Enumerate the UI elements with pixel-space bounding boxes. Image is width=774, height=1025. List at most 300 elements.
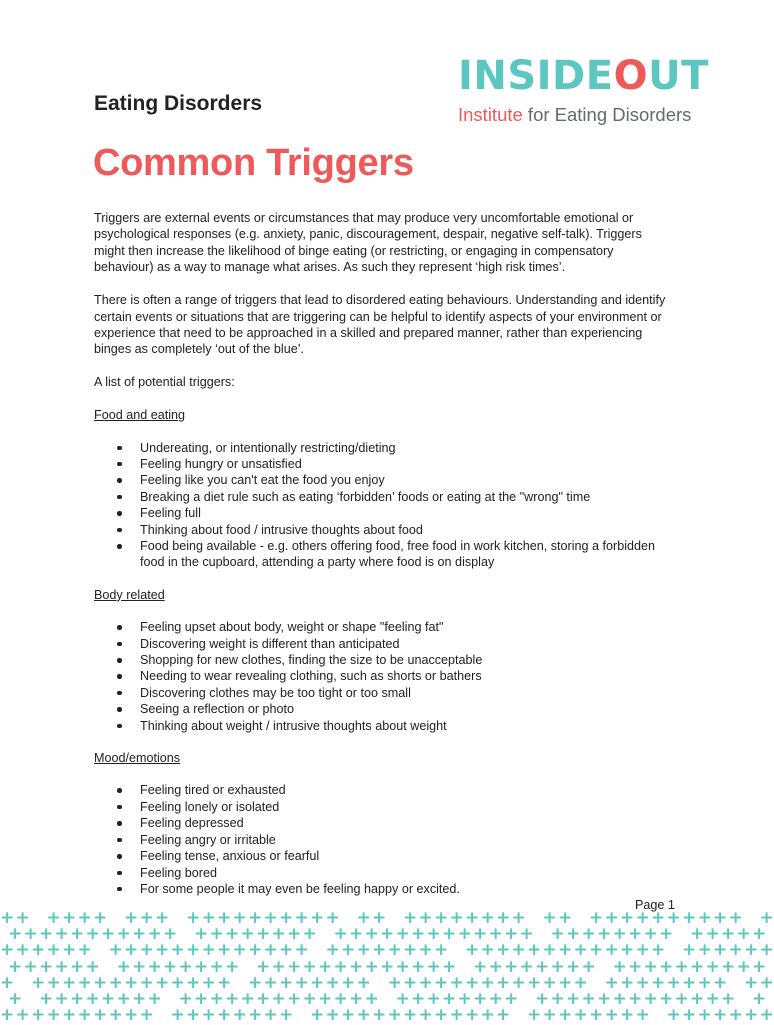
plus-mark: + [209, 956, 224, 977]
plus-mark: + [736, 924, 751, 945]
plus-mark: + [341, 940, 356, 961]
plus-mark: + [659, 989, 674, 1009]
plus-mark: + [39, 956, 54, 977]
plus-mark: + [387, 1005, 402, 1025]
plus-mark: + [511, 908, 526, 928]
plus-mark: + [690, 924, 705, 945]
list-item: Feeling full [94, 505, 674, 521]
plus-mark: + [170, 940, 185, 961]
plus-mark: + [442, 924, 457, 945]
plus-mark: + [209, 989, 224, 1009]
plus-mark: + [542, 940, 557, 961]
plus-mark: + [364, 924, 379, 945]
plus-mark: + [705, 989, 720, 1009]
logo-o-mark: O [613, 53, 649, 99]
plus-mark: + [651, 972, 666, 993]
plus-mark: + [139, 972, 154, 993]
plus-mark: + [628, 956, 643, 977]
plus-mark: + [70, 989, 85, 1009]
plus-mark: + [271, 989, 286, 1009]
list-item: Feeling bored [94, 865, 674, 881]
plus-mark: + [759, 1005, 774, 1025]
plus-mark: + [39, 989, 54, 1009]
plus-mark: + [426, 924, 441, 945]
plus-mark: + [411, 924, 426, 945]
logo-tag-accent: Institute [458, 104, 523, 125]
plus-mark: + [697, 972, 712, 993]
plus-mark: + [697, 908, 712, 928]
plus-mark: + [721, 989, 736, 1009]
plus-mark: + [23, 924, 38, 945]
plus-mark: + [674, 989, 689, 1009]
plus-mark: + [201, 972, 216, 993]
plus-mark: + [403, 972, 418, 993]
plus-mark: + [23, 956, 38, 977]
plus-mark: + [488, 989, 503, 1009]
plus-mark: + [682, 908, 697, 928]
plus-mark: + [604, 908, 619, 928]
plus-mark: + [294, 940, 309, 961]
insideout-logo [458, 53, 738, 126]
plus-mark: + [333, 989, 348, 1009]
plus-mark: + [139, 940, 154, 961]
plus-mark: + [542, 972, 557, 993]
plus-mark: + [155, 972, 170, 993]
plus-mark: + [209, 924, 224, 945]
plus-mark: + [147, 989, 162, 1009]
plus-mark: + [8, 956, 23, 977]
plus-mark: + [713, 1005, 728, 1025]
intro-paragraph-2: There is often a range of triggers that lead to disordered eating behaviours. Understanding and identify certain events or situations that are triggering can be helpful to identify aspects of your environment or experience that need to be approached in a skilled and prepared manner, rather than experiencing binges as completely ‘out of the blue’. [94, 293, 666, 357]
plus-mark: + [628, 989, 643, 1009]
list-item: Feeling depressed [94, 815, 674, 831]
plus-mark: + [542, 1005, 557, 1025]
plus-mark: + [217, 908, 232, 928]
plus-mark: + [248, 908, 263, 928]
plus-mark: + [519, 956, 534, 977]
plus-mark: + [341, 972, 356, 993]
plus-mark: + [85, 989, 100, 1009]
plus-mark: + [124, 972, 139, 993]
plus-mark: + [674, 956, 689, 977]
plus-mark: + [535, 956, 550, 977]
plus-mark: + [465, 1005, 480, 1025]
plus-mark: + [728, 1005, 743, 1025]
plus-mark: + [310, 1005, 325, 1025]
plus-mark: + [0, 908, 15, 928]
plus-mark: + [581, 924, 596, 945]
plus-mark: + [325, 940, 340, 961]
plus-mark: + [310, 972, 325, 993]
plus-mark: + [519, 924, 534, 945]
plus-mark: + [93, 1005, 108, 1025]
plus-mark: + [108, 972, 123, 993]
list-item: Thinking about food / intrusive thoughts about food [94, 522, 674, 538]
plus-mark: + [194, 924, 209, 945]
list-item: Feeling angry or irritable [94, 832, 674, 848]
plus-mark: + [325, 972, 340, 993]
plus-mark: + [124, 1005, 139, 1025]
plus-mark: + [659, 956, 674, 977]
plus-mark: + [473, 989, 488, 1009]
plus-mark: + [163, 924, 178, 945]
plus-mark: + [566, 924, 581, 945]
plus-mark: + [364, 989, 379, 1009]
plus-mark: + [333, 924, 348, 945]
plus-mark: + [612, 924, 627, 945]
intro-paragraph-3: A list of potential triggers: [94, 375, 235, 390]
plus-pattern-icon [0, 908, 774, 1025]
plus-mark: + [93, 908, 108, 928]
plus-mark: + [225, 924, 240, 945]
plus-mark: + [411, 956, 426, 977]
plus-mark: + [434, 908, 449, 928]
plus-mark: + [550, 956, 565, 977]
plus-mark: + [721, 924, 736, 945]
plus-mark: + [155, 908, 170, 928]
plus-mark: + [535, 989, 550, 1009]
plus-mark: + [124, 908, 139, 928]
plus-mark: + [612, 956, 627, 977]
plus-mark: + [752, 956, 767, 977]
logo-tag-rest: for Eating Disorders [522, 104, 692, 125]
plus-mark: + [558, 940, 573, 961]
plus-mark: + [356, 908, 371, 928]
plus-mark: + [604, 972, 619, 993]
plus-mark: + [550, 989, 565, 1009]
plus-mark: + [449, 1005, 464, 1025]
plus-mark: + [573, 1005, 588, 1025]
plus-mark: + [46, 940, 61, 961]
plus-mark: + [550, 924, 565, 945]
plus-mark: + [194, 989, 209, 1009]
plus-mark: + [589, 1005, 604, 1025]
plus-mark: + [589, 940, 604, 961]
plus-mark: + [147, 924, 162, 945]
plus-mark: + [318, 989, 333, 1009]
plus-mark: + [116, 956, 131, 977]
plus-mark: + [349, 956, 364, 977]
plus-mark: + [496, 972, 511, 993]
plus-mark: + [488, 924, 503, 945]
plus-mark: + [690, 989, 705, 1009]
plus-mark: + [682, 1005, 697, 1025]
plus-mark: + [341, 1005, 356, 1025]
plus-mark: + [132, 956, 147, 977]
plus-mark: + [705, 924, 720, 945]
list-item: Feeling tense, anxious or fearful [94, 848, 674, 864]
list-item: Shopping for new clothes, finding the size to be unacceptable [94, 652, 674, 668]
plus-mark: + [248, 940, 263, 961]
plus-mark: + [325, 908, 340, 928]
page-title: Common Triggers [93, 142, 414, 184]
plus-mark: + [194, 956, 209, 977]
plus-mark: + [465, 940, 480, 961]
plus-mark: + [77, 940, 92, 961]
plus-mark: + [480, 908, 495, 928]
plus-mark: + [178, 989, 193, 1009]
plus-mark: + [558, 972, 573, 993]
plus-mark: + [15, 940, 30, 961]
plus-mark: + [108, 1005, 123, 1025]
plus-mark: + [442, 989, 457, 1009]
plus-mark: + [542, 908, 557, 928]
plus-mark: + [279, 908, 294, 928]
plus-mark: + [139, 908, 154, 928]
section-heading-food: Food and eating [94, 408, 186, 423]
plus-mark: + [589, 908, 604, 928]
list-item: Food being available - e.g. others offering food, free food in work kitchen, storing a forbidden food in the cupboard, attending a party where food is on display [94, 538, 674, 571]
trigger-list-mood [94, 782, 674, 897]
plus-mark: + [225, 956, 240, 977]
plus-mark: + [666, 972, 681, 993]
plus-mark: + [318, 956, 333, 977]
plus-mark: + [302, 989, 317, 1009]
plus-mark: + [480, 940, 495, 961]
document-body [94, 210, 674, 913]
plus-mark: + [620, 972, 635, 993]
plus-mark: + [372, 1005, 387, 1025]
trigger-list-body [94, 619, 674, 734]
plus-mark: + [85, 956, 100, 977]
section-heading-body: Body related [94, 587, 165, 602]
plus-mark: + [620, 908, 635, 928]
plus-mark: + [380, 924, 395, 945]
plus-mark: + [457, 989, 472, 1009]
plus-mark: + [279, 1005, 294, 1025]
plus-mark: + [124, 940, 139, 961]
plus-mark: + [504, 924, 519, 945]
plus-mark: + [395, 924, 410, 945]
plus-mark: + [93, 972, 108, 993]
plus-mark: + [201, 1005, 216, 1025]
page-number: Page 1 [635, 898, 675, 912]
plus-mark: + [186, 1005, 201, 1025]
plus-mark: + [480, 1005, 495, 1025]
plus-mark: + [403, 940, 418, 961]
plus-mark: + [527, 940, 542, 961]
list-item: Feeling upset about body, weight or shape "feeling fat" [94, 619, 674, 635]
plus-mark: + [728, 908, 743, 928]
plus-mark: + [744, 940, 759, 961]
plus-mark: + [356, 940, 371, 961]
document-header: Eating Disorders [94, 92, 263, 115]
plus-mark: + [721, 956, 736, 977]
plus-mark: + [325, 1005, 340, 1025]
trigger-list-food [94, 440, 674, 571]
plus-mark: + [46, 1005, 61, 1025]
plus-mark: + [628, 924, 643, 945]
plus-mark: + [101, 924, 116, 945]
plus-mark: + [651, 908, 666, 928]
plus-mark: + [201, 908, 216, 928]
plus-mark: + [473, 956, 488, 977]
plus-mark: + [240, 924, 255, 945]
plus-mark: + [604, 1005, 619, 1025]
plus-mark: + [736, 956, 751, 977]
plus-mark: + [46, 972, 61, 993]
plus-mark: + [442, 956, 457, 977]
section-heading-mood: Mood/emotions [94, 751, 181, 766]
plus-mark: + [659, 924, 674, 945]
plus-mark: + [682, 972, 697, 993]
plus-mark: + [496, 940, 511, 961]
plus-mark: + [666, 1005, 681, 1025]
plus-mark: + [395, 989, 410, 1009]
plus-mark: + [434, 940, 449, 961]
plus-mark: + [387, 940, 402, 961]
list-item: Discovering clothes may be too tight or too small [94, 685, 674, 701]
plus-mark: + [604, 940, 619, 961]
plus-mark: + [682, 940, 697, 961]
plus-mark: + [418, 1005, 433, 1025]
plus-mark: + [504, 989, 519, 1009]
plus-mark: + [418, 908, 433, 928]
plus-mark: + [170, 972, 185, 993]
plus-mark: + [728, 940, 743, 961]
plus-mark: + [558, 1005, 573, 1025]
plus-mark: + [449, 908, 464, 928]
logo-word-after: UT [648, 53, 709, 99]
logo-word-before: INSIDE [458, 53, 614, 99]
plus-mark: + [263, 908, 278, 928]
plus-mark: + [465, 972, 480, 993]
plus-mark: + [752, 989, 767, 1009]
plus-mark: + [759, 908, 774, 928]
plus-mark: + [279, 940, 294, 961]
plus-mark: + [279, 972, 294, 993]
plus-mark: + [511, 940, 526, 961]
plus-mark: + [349, 924, 364, 945]
list-item: Feeling like you can't eat the food you enjoy [94, 472, 674, 488]
plus-mark: + [418, 972, 433, 993]
plus-mark: + [163, 956, 178, 977]
plus-mark: + [62, 1005, 77, 1025]
list-item: Seeing a reflection or photo [94, 701, 674, 717]
plus-mark: + [256, 956, 271, 977]
plus-mark: + [8, 924, 23, 945]
plus-mark: + [566, 989, 581, 1009]
plus-mark: + [132, 924, 147, 945]
plus-mark: + [457, 924, 472, 945]
plus-mark: + [0, 972, 15, 993]
plus-mark: + [271, 956, 286, 977]
plus-mark: + [186, 940, 201, 961]
plus-mark: + [248, 972, 263, 993]
plus-mark: + [690, 956, 705, 977]
plus-mark: + [170, 1005, 185, 1025]
plus-mark: + [635, 908, 650, 928]
plus-mark: + [256, 924, 271, 945]
plus-mark: + [0, 940, 15, 961]
plus-mark: + [31, 940, 46, 961]
plus-mark: + [356, 1005, 371, 1025]
plus-mark: + [581, 989, 596, 1009]
plus-mark: + [759, 940, 774, 961]
plus-mark: + [643, 989, 658, 1009]
plus-mark: + [287, 924, 302, 945]
list-item: Discovering weight is different than anticipated [94, 636, 674, 652]
plus-mark: + [411, 989, 426, 1009]
plus-mark: + [132, 989, 147, 1009]
list-item: Needing to wear revealing clothing, such as shorts or bathers [94, 668, 674, 684]
plus-mark: + [364, 956, 379, 977]
plus-mark: + [248, 1005, 263, 1025]
list-item: Undereating, or intentionally restricting/dieting [94, 440, 674, 456]
plus-mark: + [697, 1005, 712, 1025]
plus-mark: + [101, 989, 116, 1009]
plus-mark: + [62, 972, 77, 993]
plus-mark: + [356, 972, 371, 993]
plus-mark: + [39, 924, 54, 945]
plus-mark: + [54, 956, 69, 977]
plus-mark: + [155, 940, 170, 961]
plus-mark: + [116, 924, 131, 945]
plus-mark: + [147, 956, 162, 977]
plus-mark: + [496, 1005, 511, 1025]
plus-mark: + [527, 1005, 542, 1025]
plus-mark: + [573, 940, 588, 961]
plus-mark: + [77, 972, 92, 993]
plus-mark: + [77, 908, 92, 928]
plus-mark: + [403, 1005, 418, 1025]
plus-mark: + [54, 924, 69, 945]
plus-mark: + [635, 940, 650, 961]
plus-mark: + [566, 956, 581, 977]
plus-mark: + [186, 972, 201, 993]
plus-mark: + [713, 940, 728, 961]
plus-mark: + [403, 908, 418, 928]
plus-mark: + [302, 956, 317, 977]
plus-mark: + [287, 989, 302, 1009]
plus-mark: + [395, 956, 410, 977]
plus-mark: + [85, 924, 100, 945]
plus-mark: + [217, 1005, 232, 1025]
plus-mark: + [294, 908, 309, 928]
plus-mark: + [372, 940, 387, 961]
plus-mark: + [387, 972, 402, 993]
plus-mark: + [8, 989, 23, 1009]
plus-mark: + [294, 972, 309, 993]
plus-mark: + [504, 956, 519, 977]
plus-mark: + [418, 940, 433, 961]
plus-mark: + [333, 956, 348, 977]
plus-mark: + [620, 1005, 635, 1025]
plus-mark: + [0, 1005, 15, 1025]
plus-mark: + [62, 908, 77, 928]
list-item: Feeling lonely or isolated [94, 799, 674, 815]
plus-mark: + [573, 972, 588, 993]
plus-mark: + [527, 972, 542, 993]
logo-wordmark [458, 53, 738, 99]
plus-mark: + [635, 1005, 650, 1025]
list-item: For some people it may even be feeling happy or excited. [94, 881, 674, 897]
plus-mark: + [287, 956, 302, 977]
plus-mark: + [54, 989, 69, 1009]
plus-mark: + [70, 956, 85, 977]
plus-mark: + [139, 1005, 154, 1025]
plus-mark: + [434, 972, 449, 993]
plus-mark: + [713, 972, 728, 993]
plus-mark: + [597, 989, 612, 1009]
plus-mark: + [558, 908, 573, 928]
plus-mark: + [426, 956, 441, 977]
plus-mark: + [15, 1005, 30, 1025]
plus-mark: + [465, 908, 480, 928]
plus-mark: + [116, 989, 131, 1009]
list-item: Feeling tired or exhausted [94, 782, 674, 798]
plus-mark: + [271, 924, 286, 945]
